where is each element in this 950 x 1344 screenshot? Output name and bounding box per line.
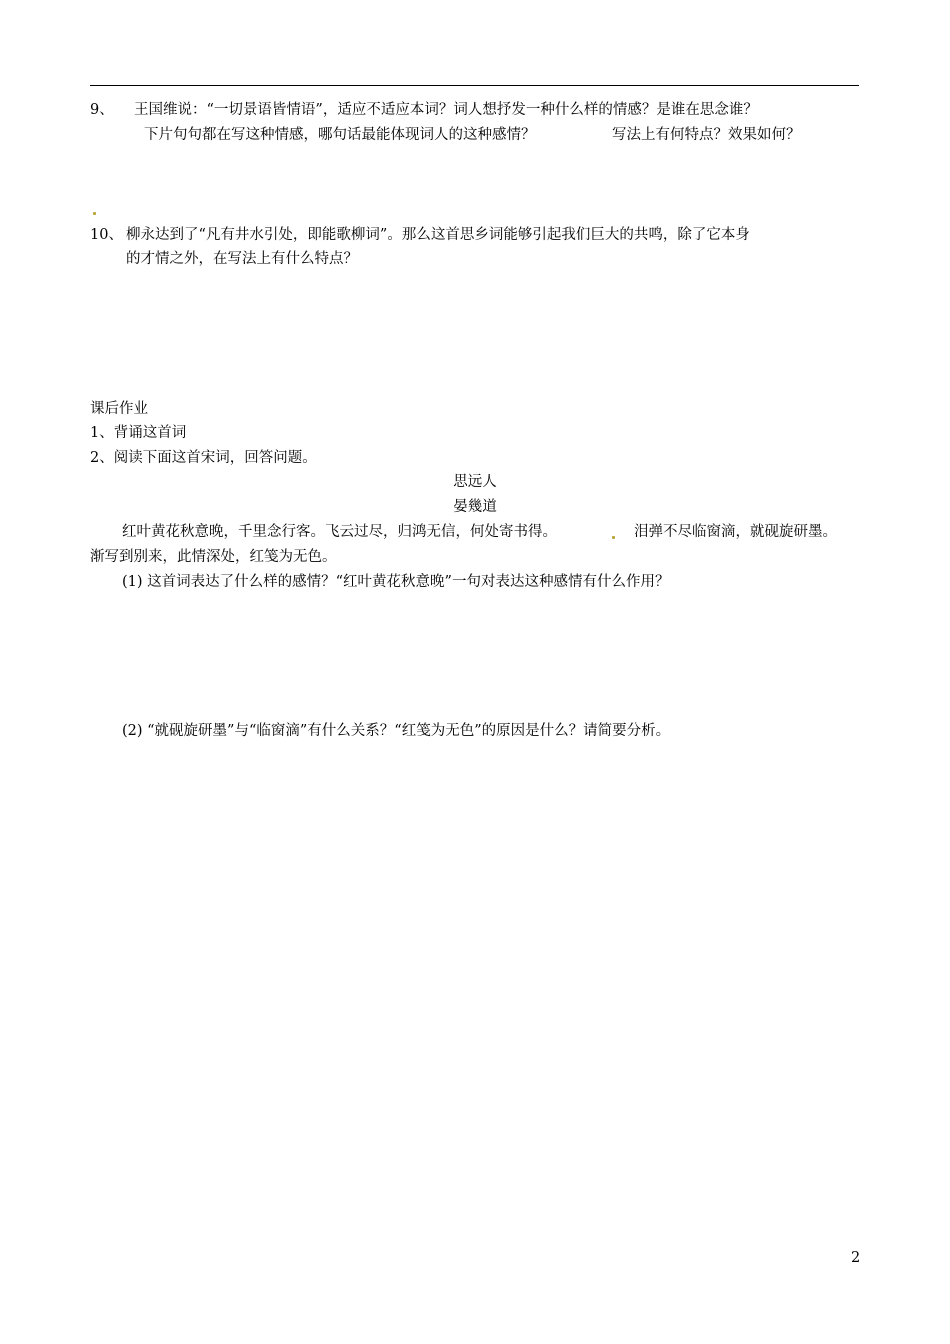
editor-mark-dot <box>93 212 96 215</box>
homework-item-1: 1、背诵这首词 <box>90 425 187 441</box>
question-10-number: 10、 <box>90 227 123 243</box>
homework-item-2: 2、阅读下面这首宋词，回答问题。 <box>90 450 317 466</box>
editor-mark-dot <box>612 536 615 539</box>
sub-question-1: (1) 这首词表达了什么样的感情？“红叶黄花秋意晚”一句对表达这种感情有什么作用？ <box>122 574 670 590</box>
sub-question-2: (2) “就砚旋研墨”与“临窗滴”有什么关系？“红笺为无色”的原因是什么？请简要分析。 <box>122 723 671 739</box>
question-10-line-2: 的才情之外，在写法上有什么特点？ <box>126 251 358 267</box>
poem-line-1b: 泪弹不尽临窗滴，就砚旋研墨。 <box>634 524 837 540</box>
question-9-line-2a: 下片句句都在写这种情感，哪句话最能体现词人的这种感情？ <box>144 127 536 143</box>
question-10-line-1: 柳永达到了“凡有井水引处，即能歌柳词”。那么这首思乡词能够引起我们巨大的共鸣，除了它本身 <box>126 227 750 243</box>
question-9-line-1: 王国维说：“一切景语皆情语”，适应不适应本词？词人想抒发一种什么样的情感？是谁在思念谁？ <box>134 102 758 118</box>
poem-title: 思远人 <box>453 474 497 490</box>
page-number: 2 <box>851 1250 861 1266</box>
question-9-number: 9、 <box>90 102 114 118</box>
poem-line-2: 渐写到别来，此情深处，红笺为无色。 <box>90 549 337 565</box>
poem-line-1a: 红叶黄花秋意晚，千里念行客。飞云过尽，归鸿无信，何处寄书得。 <box>122 524 557 540</box>
poem-author: 晏幾道 <box>453 499 497 515</box>
question-9-line-2b: 写法上有何特点？效果如何？ <box>612 127 801 143</box>
header-rule <box>90 85 859 86</box>
homework-heading: 课后作业 <box>90 401 148 417</box>
